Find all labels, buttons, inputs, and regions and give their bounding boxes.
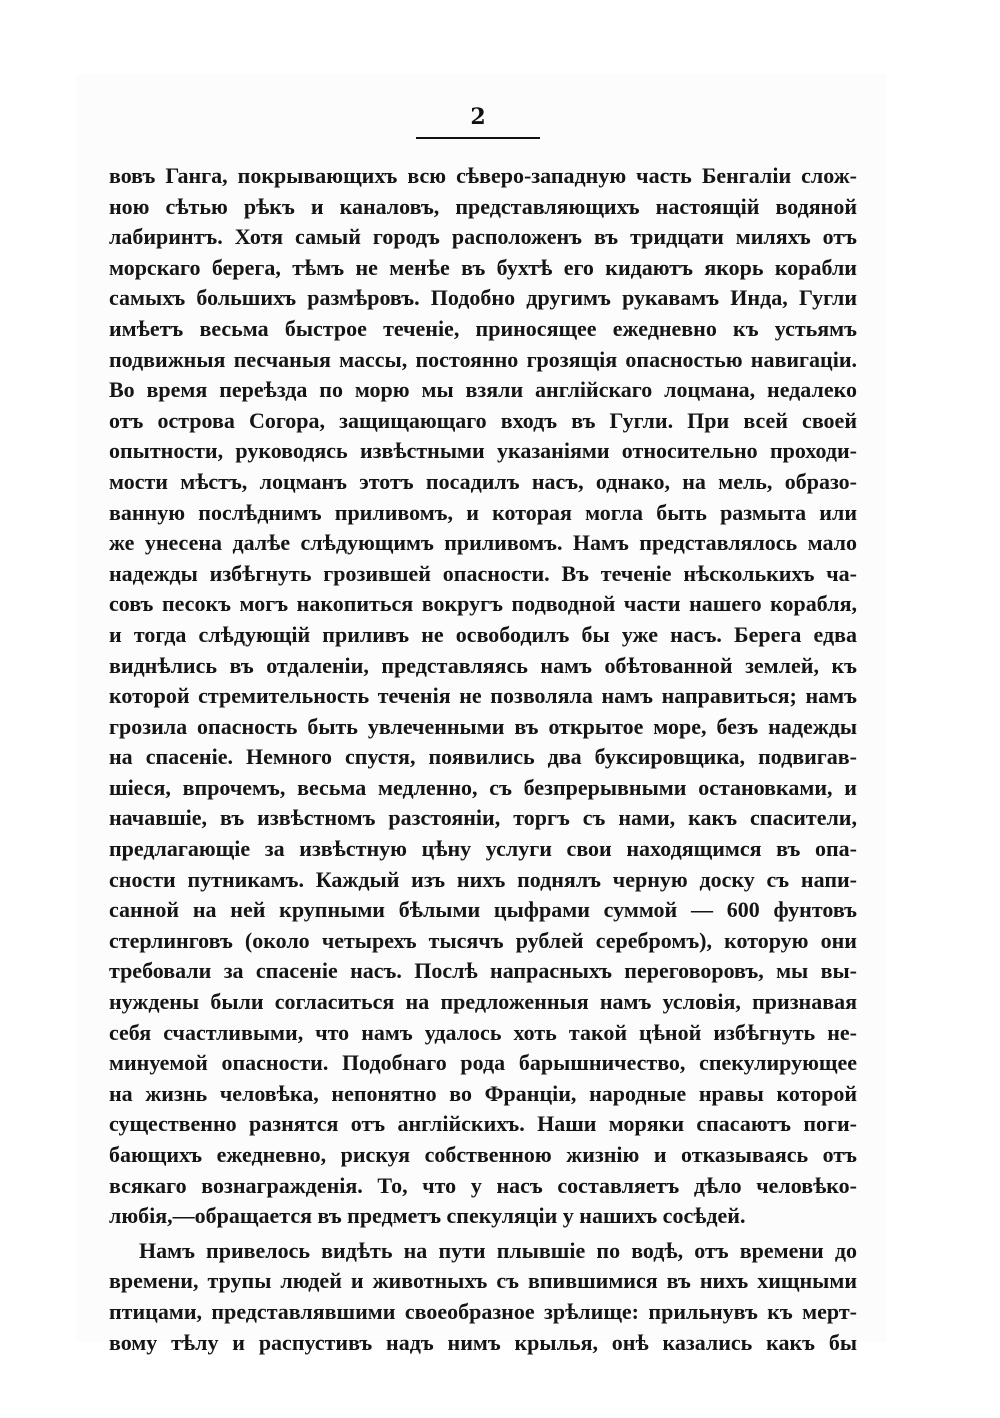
- text-line: на спасеніе. Немного спустя, появились два буксировщика, подвигав-: [109, 744, 857, 770]
- header-rule: [416, 137, 540, 139]
- text-line: времени, трупы людей и животныхъ съ впившимися въ нихъ хищными: [109, 1268, 857, 1294]
- text-line: санной на ней крупными бѣлыми цыфрами суммой — 600 фунтовъ: [109, 897, 857, 923]
- text-line: минуемой опасности. Подобнаго рода барышничество, спекулирующее: [109, 1050, 857, 1076]
- text-line: подвижныя песчаныя массы, постоянно грозящія опасностью навигаціи.: [109, 346, 857, 372]
- text-line: существенно разнятся отъ англійскихъ. Наши моряки спасаютъ поги-: [109, 1111, 857, 1137]
- text-line: и тогда слѣдующій приливъ не освободилъ бы уже насъ. Берега едва: [109, 621, 857, 647]
- text-line: начавшіе, въ извѣстномъ разстояніи, торгъ съ нами, какъ спасители,: [109, 805, 857, 831]
- text-line: предлагающіе за извѣстную цѣну услуги свои находящимся въ опа-: [109, 836, 857, 862]
- text-line: имѣетъ весьма быстрое теченіе, приносящее ежедневно къ устьямъ: [109, 315, 857, 341]
- text-line: бающихъ ежедневно, рискуя собственною жизнію и отказываясь отъ: [109, 1142, 857, 1167]
- text-line: совъ песокъ могъ накопиться вокругъ подводной части нашего корабля,: [109, 591, 857, 617]
- text-line: вому тѣлу и распустивъ надъ нимъ крылья, онѣ казались какъ бы: [109, 1329, 857, 1355]
- text-line: сности путникамъ. Каждый изъ нихъ поднялъ черную доску съ напи-: [109, 866, 857, 892]
- text-line: отъ острова Согора, защищающаго входъ въ Гугли. При всей своей: [109, 407, 857, 433]
- paragraph-1: [109, 161, 857, 1232]
- text-line: мости мѣстъ, лоцманъ этотъ посадилъ насъ, однако, на мель, образо-: [109, 468, 857, 494]
- text-line: себя счастливыми, что намъ удалось хоть такой цѣной избѣгнуть не-: [109, 1019, 857, 1045]
- text-line: которой стремительность теченія не позволяла намъ направиться; намъ: [109, 683, 857, 709]
- text-line: на жизнь человѣка, непонятно во Франціи, народные нравы которой: [109, 1080, 857, 1106]
- text-line: вовъ Ганга, покрывающихъ всю сѣверо-западную часть Бенгаліи слож-: [109, 163, 857, 188]
- paragraph-2: [109, 1236, 857, 1358]
- text-line: виднѣлись въ отдаленіи, представляясь намъ обѣтованной землей, къ: [109, 652, 857, 678]
- text-line: ною сѣтью рѣкъ и каналовъ, представляющихъ настоящій водяной: [109, 193, 857, 219]
- text-line: самыхъ большихъ размѣровъ. Подобно другимъ рукавамъ Инда, Гугли: [109, 285, 857, 311]
- text-line: грозила опасность быть увлеченными въ открытое море, безъ надежды: [109, 713, 857, 739]
- text-line: нуждены были согласиться на предложенныя намъ условія, признавая: [109, 989, 857, 1015]
- text-line: ванную послѣднимъ приливомъ, и которая могла быть размыта или: [109, 499, 857, 525]
- text-line: любія,—обращается въ предметъ спекуляціи у нашихъ сосѣдей.: [109, 1203, 746, 1229]
- text-line: лабиринтъ. Хотя самый городъ расположенъ въ тридцати миляхъ отъ: [109, 224, 857, 250]
- text-line: птицами, представлявшими своеобразное зрѣлище: прильнувъ къ мерт-: [109, 1298, 857, 1324]
- text-line: шіеся, впрочемъ, весьма медленно, съ безпрерывными остановками, и: [109, 774, 857, 800]
- text-line: Во время переѣзда по морю мы взяли англійскаго лоцмана, недалеко: [109, 377, 857, 403]
- text-line: опытности, руководясь извѣстными указаніями относительно проходи-: [109, 438, 857, 464]
- text-line: требовали за спасеніе насъ. Послѣ напрасныхъ переговоровъ, мы вы-: [109, 958, 857, 984]
- text-line: же унесена далѣе слѣдующимъ приливомъ. Намъ представлялось мало: [109, 530, 857, 556]
- text-line: Намъ привелось видѣть на пути плывшіе по водѣ, отъ времени до: [139, 1237, 857, 1263]
- text-line: морскаго берега, тѣмъ не менѣе въ бухтѣ его кидаютъ якорь корабли: [109, 254, 857, 280]
- text-line: надежды избѣгнуть грозившей опасности. Въ теченіе нѣсколькихъ ча-: [109, 560, 857, 586]
- text-line: всякаго вознагражденія. То, что у насъ составляетъ дѣло человѣко-: [109, 1172, 857, 1198]
- page-number: 2: [470, 104, 486, 130]
- body-text: [109, 161, 857, 1358]
- text-line: стерлинговъ (около четырехъ тысячъ рублей серебромъ), которую они: [109, 927, 857, 953]
